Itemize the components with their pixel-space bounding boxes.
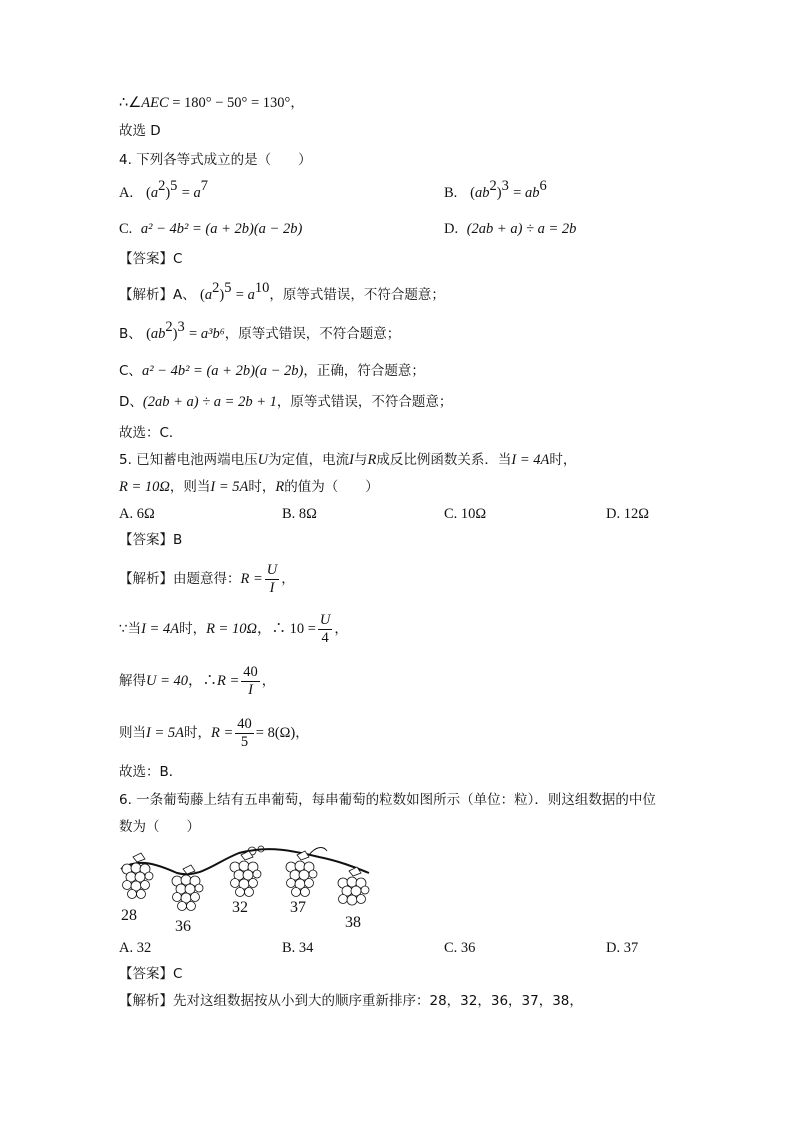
grape-bunch-1 — [122, 853, 153, 899]
q5-option-d: D. 12Ω — [606, 506, 649, 522]
q6-option-a: A. 32 — [119, 940, 152, 956]
fraction-40-over-i: $\frac{40}{I}$ — [243, 663, 258, 698]
q5-answer: 【答案】B — [119, 532, 183, 548]
q5-stem-line1: 5. 已知蓄电池两端电压U为定值，电流I与R成反比例函数关系．当I = 4A时， — [119, 452, 577, 468]
q6-explain: 【解析】先对这组数据按从小到大的顺序重新排序：28，32，36，37，38， — [119, 993, 583, 1009]
q4-explain-d: D、(2ab + a) ÷ a = 2b + 1，原等式错误，不符合题意； — [119, 394, 453, 410]
q5-explain-4: 则当 I = 5A 时， R = $\frac{40}{5}$ = 8(Ω) ， — [119, 715, 309, 750]
grape-bunch-3 — [230, 851, 261, 897]
bunch-label-4: 37 — [290, 899, 306, 916]
q5-stem-line2: R = 10Ω，则当I = 5A时，R的值为（ ） — [119, 479, 379, 495]
prev-choice-line: 故选 D — [119, 123, 161, 139]
q5-option-a: A. 6Ω — [119, 506, 155, 522]
grape-bunch-4 — [286, 851, 317, 897]
q5-explain-3: 解得 U = 40 ，∴ R = $\frac{40}{I}$ ， — [119, 663, 276, 698]
grape-vine-figure — [119, 843, 379, 935]
bunch-label-5: 38 — [345, 914, 361, 931]
q4-option-a: A. $(a^2)^5 = a^7$ — [119, 178, 209, 201]
angle-result-line: ∴∠AEC = 180° − 50° = 130°， — [119, 95, 304, 111]
q5-explain-1: 【解析】由题意得： R = $\frac{U}{I}$ ， — [119, 561, 295, 596]
q4-option-b: B. $(ab^2)^3 = ab^6$ — [444, 178, 547, 201]
fraction-u-over-i: $\frac{U}{I}$ — [266, 561, 278, 596]
q6-stem-line1: 6. 一条葡萄藤上结有五串葡萄，每串葡萄的粒数如图所示（单位：粒）．则这组数据的中位 — [119, 792, 656, 808]
q4-option-d: D. (2ab + a) ÷ a = 2b — [444, 221, 577, 237]
q4-explain-c: C、a² − 4b² = (a + 2b)(a − 2b)，正确，符合题意； — [119, 363, 425, 379]
q5-option-b: B. 8Ω — [282, 506, 317, 522]
q4-explain-a: 【解析】A、 $(a^2)^5 = a^{10}$，原等式错误，不符合题意； — [119, 280, 445, 303]
q4-option-c: C. a² − 4b² = (a + 2b)(a − 2b) — [119, 221, 303, 237]
q6-option-b: B. 34 — [282, 940, 314, 956]
q4-answer: 【答案】C — [119, 251, 183, 267]
q6-option-c: C. 36 — [444, 940, 476, 956]
q4-stem: 4. 下列各等式成立的是（ ） — [119, 152, 312, 168]
q4-choose: 故选：C． — [119, 425, 183, 441]
bunch-label-1: 28 — [121, 907, 137, 924]
q6-option-d: D. 37 — [606, 940, 639, 956]
fraction-u-over-4: $\frac{U}{4}$ — [319, 611, 331, 646]
q5-option-c: C. 10Ω — [444, 506, 487, 522]
grape-bunch-5 — [338, 867, 369, 905]
bunch-label-2: 36 — [175, 918, 191, 935]
q6-answer: 【答案】C — [119, 966, 183, 982]
bunch-label-3: 32 — [232, 899, 248, 916]
q4-explain-b: B、 $(ab^2)^3 = a^3b^6$，原等式错误，不符合题意； — [119, 319, 401, 342]
q5-explain-2: ∵当 I = 4A 时， R = 10Ω ，∴ 10 = $\frac{U}{4}$ ， — [119, 611, 348, 646]
fraction-40-over-5: $\frac{40}{5}$ — [237, 715, 252, 750]
q6-stem-line2: 数为（ ） — [119, 819, 200, 835]
q5-choose: 故选：B． — [119, 764, 183, 780]
